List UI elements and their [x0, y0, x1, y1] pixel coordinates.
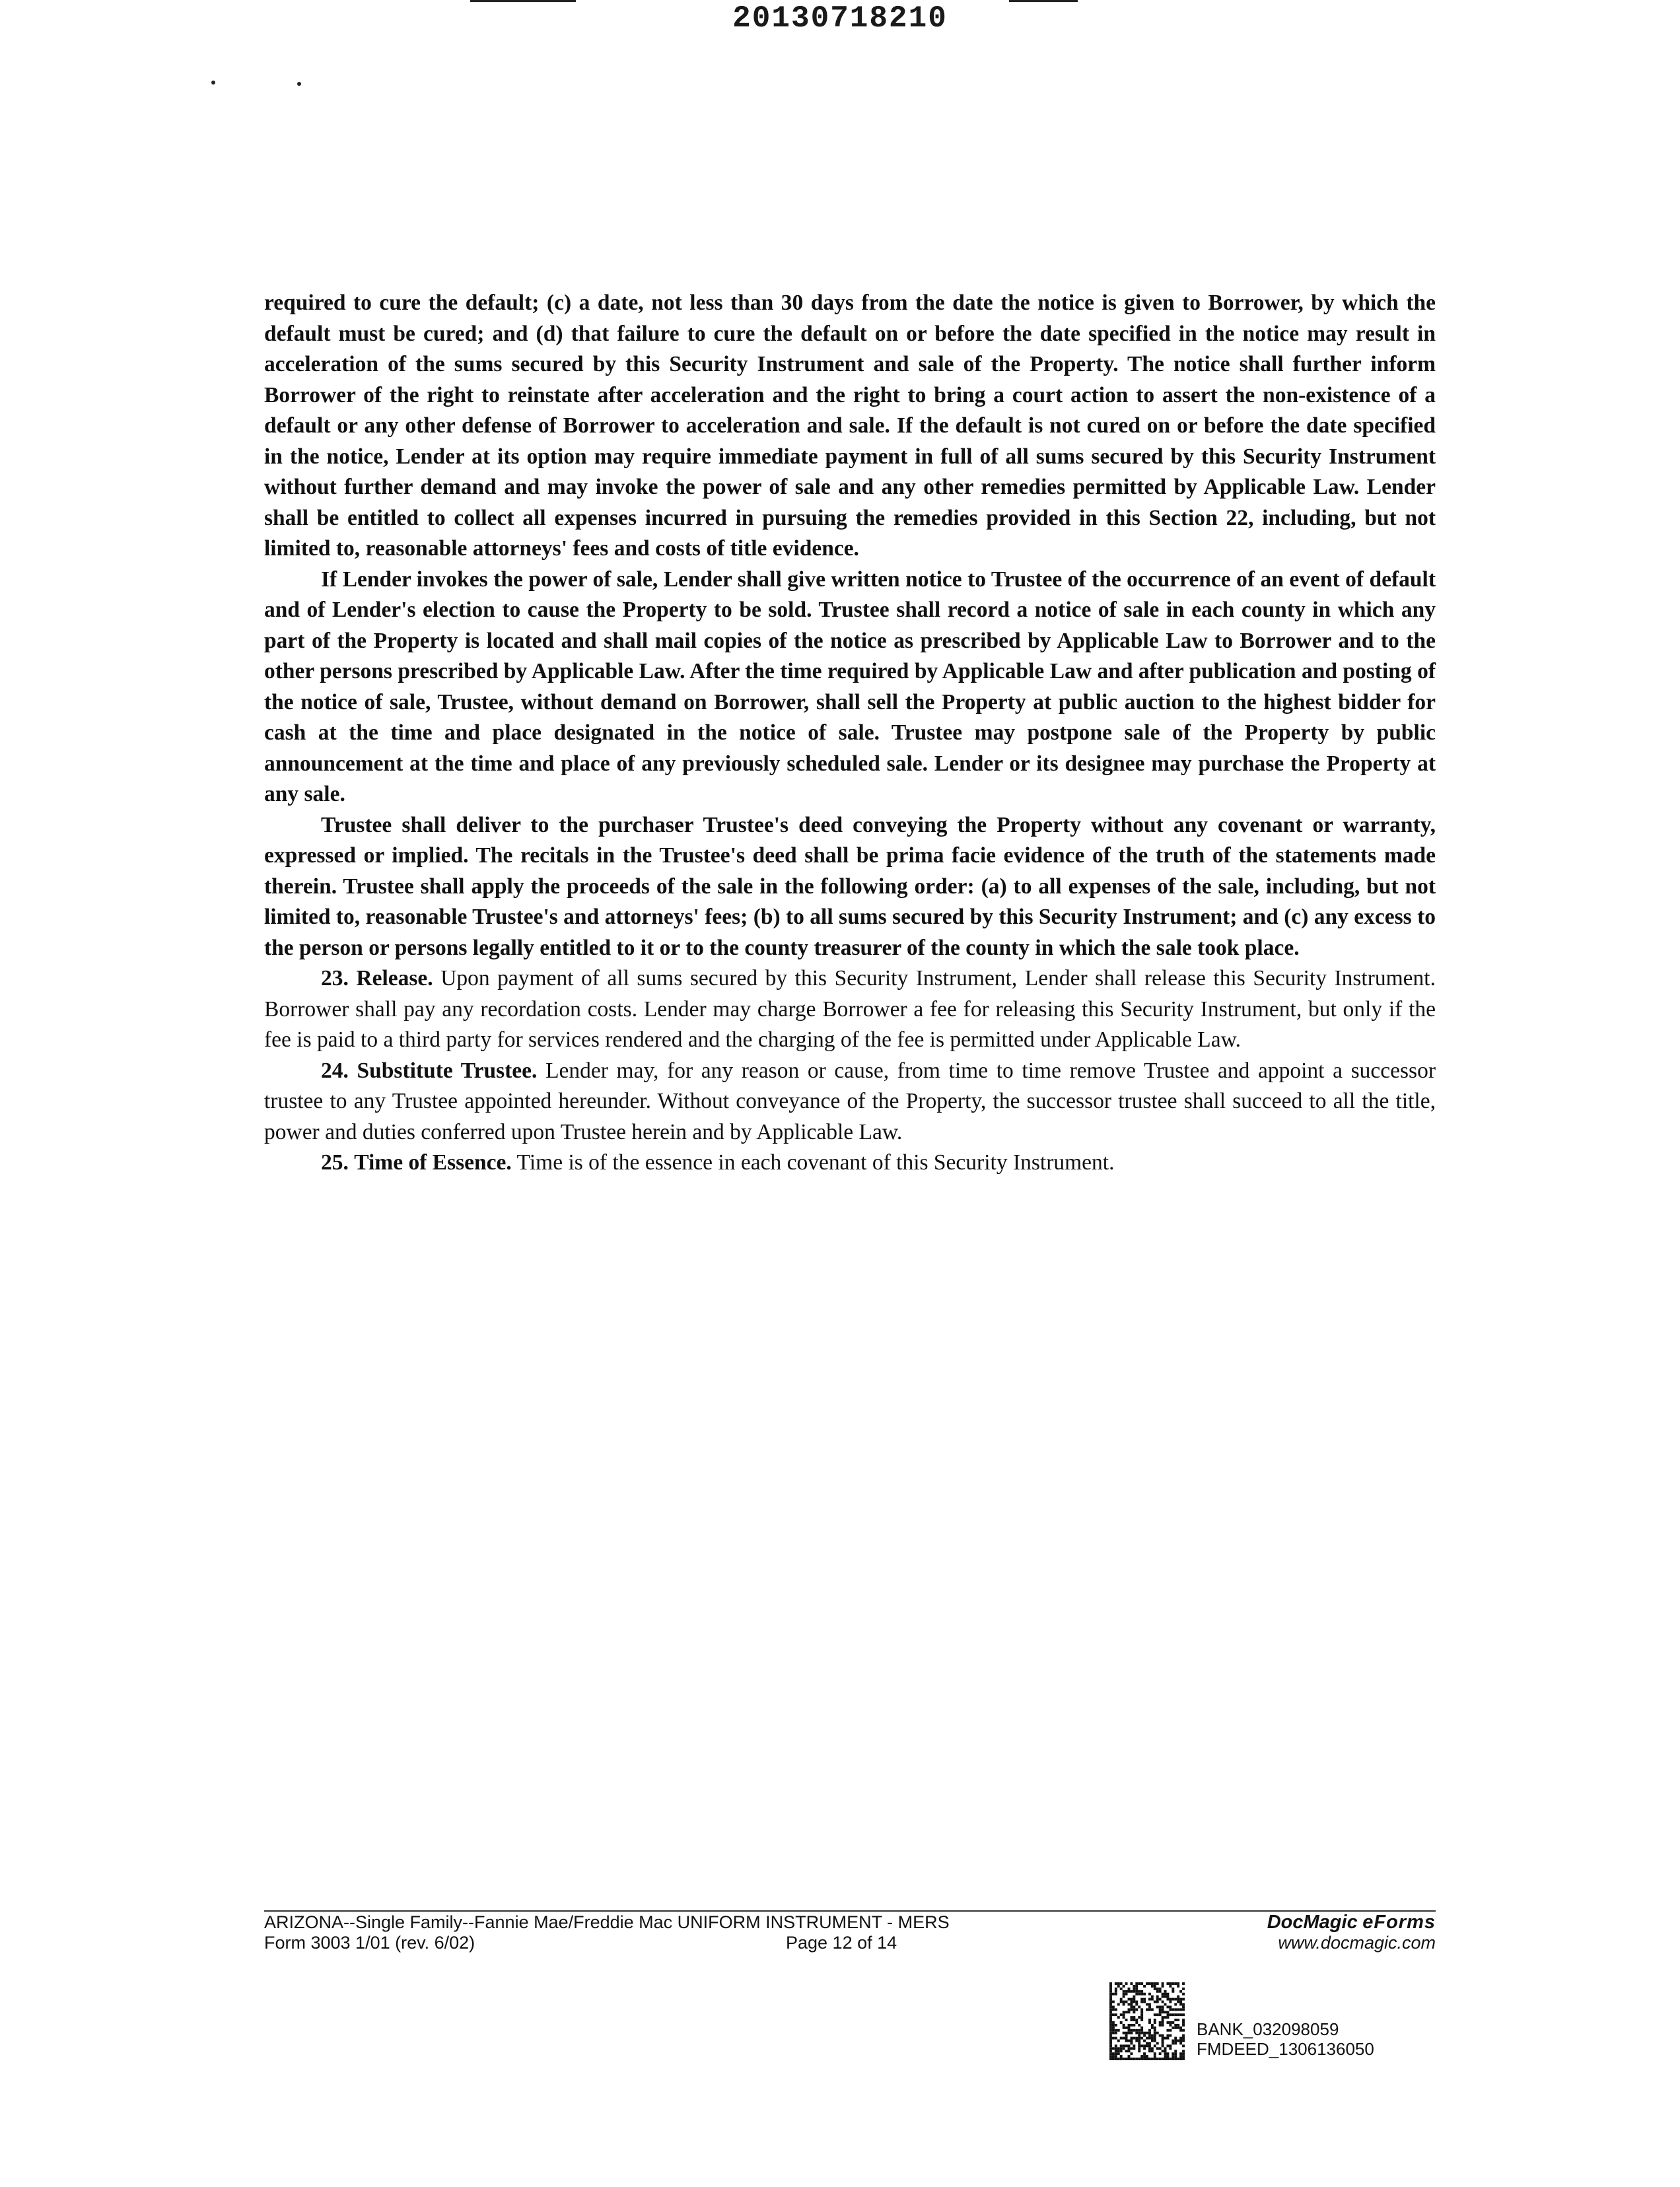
footer-form-number: Form 3003 1/01 (rev. 6/02) — [264, 1933, 475, 1953]
footer-page-number: Page 12 of 14 — [786, 1933, 897, 1953]
scan-speck — [211, 81, 215, 85]
section-24-substitute-trustee — [264, 1056, 1436, 1148]
paragraph-power-of-sale: If Lender invokes the power of sale, Lender shall give written notice to Trustee of the occurrence of an event of default and of Lender's election to cause the Property to be sold. Trustee shall record a notice of sale in each county in which any part of the Property is located and shall mail copies of the notice as prescribed by Applicable Law to Borrower and to the other persons prescribed by Applicable Law. After the time required by Applicable Law and after publication and posting of the notice of sale, Trustee, without demand on Borrower, shall sell the Property at public auction to the highest bidder for cash at the time and place designated in the notice of sale. Trustee may postpone sale of the Property by public announcement at the time and place of any previously scheduled sale. Lender or its designee may purchase the Property at any sale. — [264, 567, 1436, 806]
docmagic-logo: DocMagic — [1267, 1912, 1358, 1933]
section-text: Time is of the essence in each covenant of this Security Instrument. — [516, 1150, 1115, 1175]
paragraph-trustee-deed: Trustee shall deliver to the purchaser Trustee's deed conveying the Property without any covenant or warranty, expressed or implied. The recitals in the Trustee's deed shall be prima facie evidence of the truth of the statements made therein. Trustee shall apply the proceeds of the sale in the following order: (a) to all expenses of the sale, including, but not limited to, reasonable Trustee's and attorneys' fees; (b) to all sums secured by this Security Instrument; and (c) any excess to the person or persons legally entitled to it or to the county treasurer of the county in which the sale took place. — [264, 812, 1436, 960]
paragraph-section-22-continued: required to cure the default; (c) a date, not less than 30 days from the date the notice is given to Borrower, by which the default must be cured; and (d) that failure to cure the default on or before the date specified in the notice may result in acceleration of the sums secured by this Security Instrument and sale of the Property. The notice shall further inform Borrower of the right to reinstate after acceleration and the right to bring a court action to assert the non-existence of a default or any other defense of Borrower to acceleration and sale. If the default is not cured on or before the date specified in the notice, Lender at its option may require immediate payment in full of all sums secured by this Security Instrument without further demand and may invoke the power of sale and any other remedies permitted by Applicable Law. Lender shall be entitled to collect all expenses incurred in pursuing the remedies provided in this Section 22, including, but not limited to, reasonable attorneys' fees and costs of title evidence. — [264, 291, 1436, 561]
footer-brand-block — [1267, 1912, 1436, 1953]
section-number: 24. — [321, 1058, 349, 1083]
section-title: Time of Essence. — [354, 1150, 512, 1175]
section-25-time-of-essence — [264, 1148, 1436, 1179]
footer-rule — [264, 1910, 1436, 1912]
footer-website: www.docmagic.com — [1278, 1933, 1436, 1953]
page-footer — [264, 1912, 1436, 1959]
section-number: 25. — [321, 1150, 349, 1175]
scan-speck — [297, 82, 301, 86]
section-23-release — [264, 963, 1436, 1056]
eforms-logo: eForms — [1362, 1912, 1436, 1933]
barcode-text — [1197, 2019, 1374, 2059]
barcode-line-2: FMDEED_1306136050 — [1197, 2039, 1374, 2059]
document-number: 20130718210 — [732, 1, 948, 36]
section-title: Release. — [356, 966, 433, 990]
qr-code-icon — [1109, 1982, 1185, 2060]
section-text: Lender may, for any reason or cause, from time to time remove Trustee and appoint a successor trustee to any Trustee appointed hereunder. Without conveyance of the Property, the successor trustee shall succeed to all the title, power and duties conferred upon Trustee herein and by Applicable Law. — [264, 1058, 1436, 1144]
footer-form-title: ARIZONA--Single Family--Fannie Mae/Freddie Mac UNIFORM INSTRUMENT - MERS — [264, 1912, 950, 1932]
barcode-line-1: BANK_032098059 — [1197, 2019, 1339, 2039]
section-number: 23. — [321, 966, 349, 990]
section-title: Substitute Trustee. — [357, 1058, 538, 1083]
document-body — [264, 288, 1436, 1179]
section-text: Upon payment of all sums secured by this Security Instrument, Lender shall release this Security Instrument. Borrower shall pay any recordation costs. Lender may charge Borrower a fee for releasing this Security Instrument, but only if the fee is paid to a third party for services rendered and the charging of the fee is permitted under Applicable Law. — [264, 966, 1436, 1052]
